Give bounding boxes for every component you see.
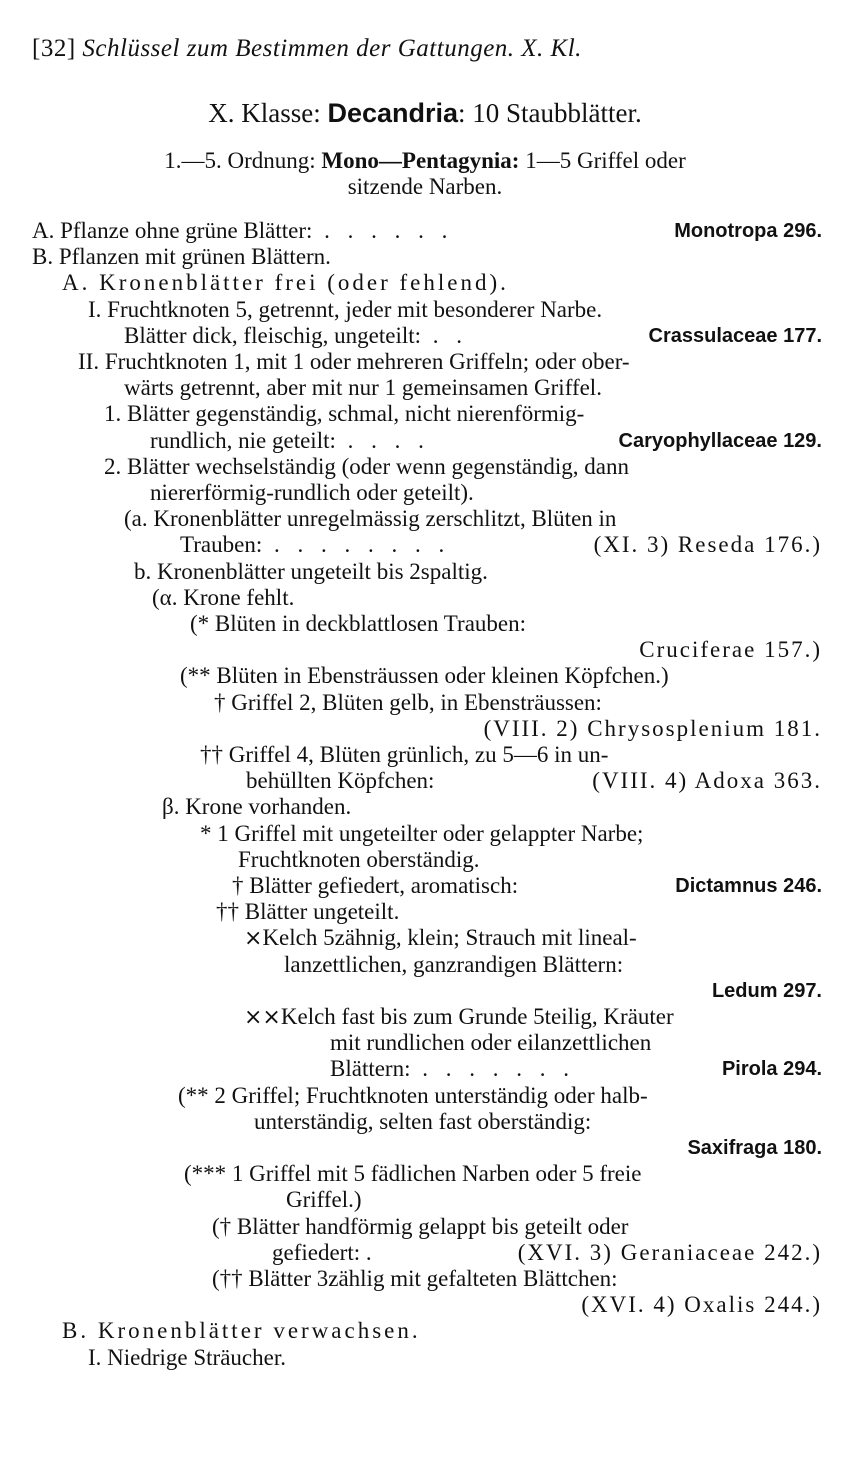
leader-dots: . .: [421, 322, 469, 348]
taxon-reference: Crassulaceae 177.: [648, 324, 822, 347]
key-line: [62, 1318, 850, 1344]
key-line-text: Blättern:: [330, 1056, 411, 1082]
order-prefix: 1.—5. Ordnung:: [164, 148, 316, 173]
key-line-text: niererförmig-rundlich oder geteilt).: [150, 480, 474, 505]
key-line: [134, 559, 850, 585]
key-line-text: †† Griffel 4, Blüten grünlich, zu 5—6 in un-: [200, 742, 609, 767]
taxon-reference: Cruciferae 157.): [639, 637, 822, 663]
leader-dots: . . . . . . .: [410, 1056, 575, 1082]
key-line: [244, 1004, 850, 1030]
key-line-text: I. Fruchtknoten 5, getrennt, jeder mit besonderer Narbe.: [88, 296, 603, 322]
class-title-prefix: X. Klasse:: [208, 98, 321, 128]
key-line-text: behüllten Köpfchen:: [246, 768, 435, 794]
key-line-text: Kelch fast bis zum Grunde 5teilig, Kräuter: [280, 1004, 674, 1029]
key-line: [238, 847, 850, 873]
key-line-text: unterständig, selten fast oberständig:: [254, 1108, 592, 1134]
key-line: [88, 1345, 850, 1371]
taxon-reference: Caryophyllaceae 129.: [618, 429, 822, 452]
key-line: [272, 1240, 850, 1266]
key-line-text: (α. Krone fehlt.: [152, 584, 295, 610]
key-line-text: * 1 Griffel mit ungeteilter oder gelappter Narbe;: [200, 820, 644, 846]
key-line-text: wärts getrennt, aber mit nur 1 gemeinsamen Griffel.: [124, 375, 602, 401]
key-line-text: (a. Kronenblätter unregelmässig zerschlitzt, Blüten in: [124, 506, 617, 532]
key-line: [124, 375, 850, 401]
key-line: [0, 637, 850, 663]
key-line: [0, 978, 850, 1004]
key-line: [232, 873, 850, 899]
key-line: [216, 899, 850, 925]
key-line: [244, 925, 850, 951]
key-line: [184, 1161, 850, 1187]
key-line-text: † Griffel 2, Blüten gelb, in Ebensträussen:: [214, 689, 602, 715]
key-line: [88, 297, 850, 323]
taxon-reference: Pirola 294.: [721, 1058, 822, 1081]
key-line-text: II. Fruchtknoten 1, mit 1 oder mehreren Griffeln; oder ober-: [78, 349, 630, 374]
key-line: [104, 401, 850, 427]
key-line: [180, 532, 850, 558]
key-line-text: Kelch 5zähnig, klein; Strauch mit lineal-: [262, 925, 637, 951]
taxon-reference: (XVI. 3) Geraniaceae 242.): [517, 1239, 822, 1265]
key-line-text: Trauben:: [180, 532, 263, 558]
key-line-text: (* Blüten in deckblattlosen Trauben:: [190, 611, 527, 636]
class-name: Decandria: [327, 98, 459, 128]
order-heading-line2: sitzende Narben.: [347, 174, 503, 199]
page-number: [32]: [32, 35, 76, 62]
key-line-text: B. Pflanzen mit grünen Blättern.: [32, 244, 331, 270]
key-line-text: A. Kronenblätter frei (oder fehlend).: [62, 270, 509, 296]
key-line-text: (** 2 Griffel; Fruchtknoten unterständig oder halb-: [178, 1082, 648, 1108]
leader-dots: . . . .: [335, 427, 430, 453]
order-heading: [0, 148, 850, 174]
running-title: Schlüssel zum Bestimmen der Gattungen. X. Kl.: [82, 35, 582, 62]
key-line-text: 1. Blätter gegenständig, schmal, nicht nierenförmig-: [104, 401, 585, 427]
key-line: [178, 1083, 850, 1109]
class-title: [0, 100, 850, 126]
key-line-text: (*** 1 Griffel mit 5 fädlichen Narben oder 5 freie: [184, 1161, 642, 1187]
key-line: [162, 794, 850, 820]
taxon-reference: Saxifraga 180.: [687, 1137, 822, 1159]
key-line: [104, 454, 850, 480]
key-line: [32, 244, 850, 270]
key-line: [254, 1109, 850, 1135]
key-line: [0, 1135, 850, 1161]
taxon-reference: (XI. 3) Reseda 176.): [593, 532, 822, 558]
key-line-text: gefiedert: .: [272, 1239, 372, 1265]
key-line: [124, 506, 850, 532]
leader-dots: . . . . . . . .: [262, 532, 451, 558]
key-line-text: † Blätter gefiedert, aromatisch:: [232, 873, 519, 898]
key-line: [212, 1214, 850, 1240]
taxon-reference: (VIII. 4) Adoxa 363.: [592, 768, 822, 794]
key-line-text: 2. Blätter wechselständig (oder wenn gegenständig, dann: [104, 453, 630, 479]
order-suffix: 1—5 Griffel oder: [525, 148, 686, 173]
key-line: [284, 952, 850, 978]
running-head: [32, 36, 582, 62]
taxon-reference: Dictamnus 246.: [675, 875, 822, 897]
key-line-text: (** Blüten in Ebensträussen oder kleinen Köpfchen.): [180, 663, 669, 689]
key-line: [286, 1187, 850, 1213]
key-line: [0, 1292, 850, 1318]
key-line: [62, 270, 850, 296]
key-line-text: †† Blätter ungeteilt.: [216, 899, 400, 925]
key-line: [150, 428, 850, 454]
taxon-reference: Monotropa 296.: [674, 220, 822, 242]
key-line-text: Blätter dick, fleischig, ungeteilt:: [124, 322, 422, 348]
key-line-text: (†† Blätter 3zählig mit gefalteten Blättchen:: [212, 1266, 618, 1291]
key-line: [32, 218, 850, 244]
key-line: [124, 323, 850, 349]
taxon-reference: (VIII. 2) Chrysosplenium 181.: [483, 715, 822, 741]
key-line-text: I. Niedrige Sträucher.: [88, 1344, 286, 1370]
key-line-text: β. Krone vorhanden.: [162, 794, 352, 820]
key-line: [78, 349, 850, 375]
key-line: [0, 716, 850, 742]
key-line-text: B. Kronenblätter verwachsen.: [62, 1318, 421, 1344]
class-title-suffix: : 10 Staubblätter.: [458, 98, 642, 128]
key-line-text: rundlich, nie geteilt:: [150, 427, 336, 453]
key-line-text: Fruchtknoten oberständig.: [238, 846, 480, 872]
key-line: [200, 742, 850, 768]
key-line: [200, 821, 850, 847]
key-line-text: mit rundlichen oder eilanzettlichen: [330, 1030, 652, 1056]
key-line-text: A. Pflanze ohne grüne Blätter:: [32, 218, 313, 243]
leader-dots: . . . . . .: [312, 218, 454, 243]
key-line: [330, 1056, 850, 1082]
key-line-text: Griffel.): [286, 1187, 362, 1213]
taxon-reference: (XVI. 4) Oxalis 244.): [581, 1292, 822, 1318]
order-name: Mono—Pentagynia:: [321, 148, 520, 173]
key-line-text: b. Kronenblätter ungeteilt bis 2spaltig.: [134, 558, 488, 584]
key-line: [330, 1030, 850, 1056]
key-line: [180, 663, 850, 689]
key-line-text: († Blätter handförmig gelappt bis geteilt oder: [212, 1213, 629, 1239]
key-line-text: lanzettlichen, ganzrandigen Blättern:: [284, 951, 624, 977]
key-line: [246, 768, 850, 794]
key-line: [150, 480, 850, 506]
key-line: [214, 690, 850, 716]
cross-mark-icon: ×: [244, 926, 263, 952]
key-line: [212, 1266, 850, 1292]
key-line: [190, 611, 850, 637]
taxon-reference: Ledum 297.: [711, 979, 822, 1002]
cross-mark-icon: ××: [244, 1005, 281, 1030]
key-line: [152, 585, 850, 611]
